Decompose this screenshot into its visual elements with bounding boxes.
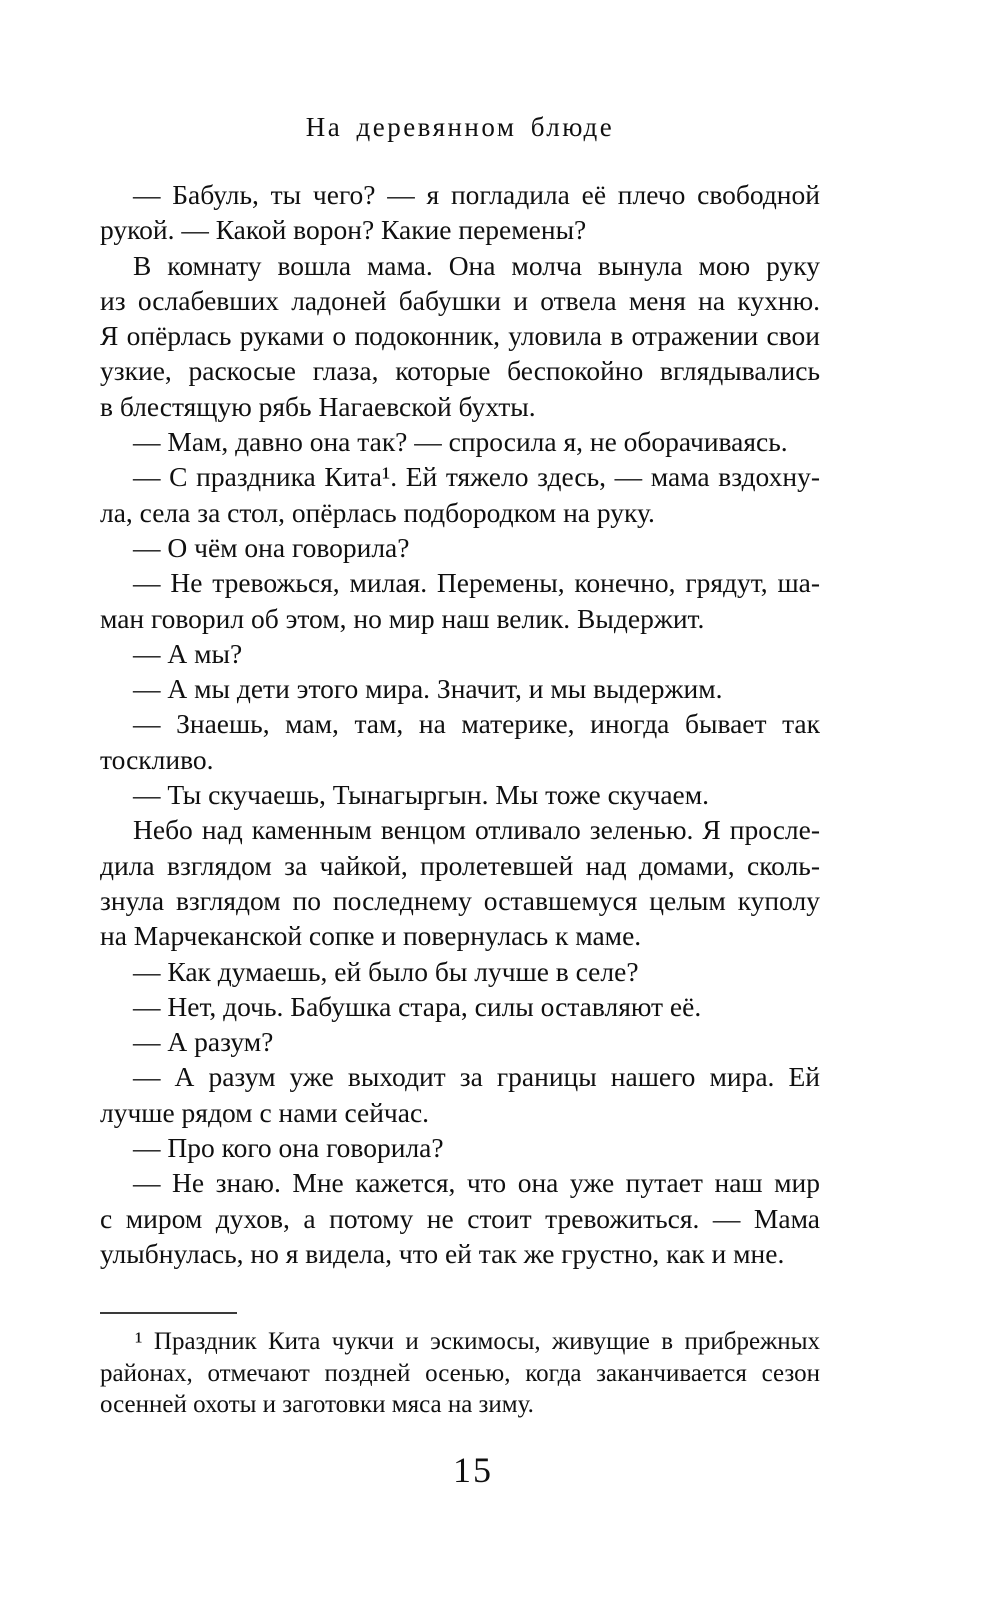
text-line: — Бабуль, ты чего? — я погладила её плечо свободной	[133, 179, 820, 210]
text-line: — Про кого она говорила?	[133, 1132, 444, 1164]
text-line: рукой. — Какой ворон? Какие перемены?	[100, 214, 587, 246]
text-line: ла, села за стол, опёрлась подбородком на руку.	[100, 496, 655, 528]
text-line: с миром духов, а потому не стоит тревожиться. — Мама	[100, 1202, 820, 1234]
text-line: узкие, раскосые глаза, которые беспокойно вглядывались	[100, 355, 820, 387]
footnote-line: ¹ Праздник Кита чукчи и эскимосы, живущие в прибрежных	[135, 1328, 820, 1355]
text-line: — Не тревожься, милая. Перемены, конечно, грядут, ша-	[133, 567, 820, 599]
text-line: улыбнулась, но я видела, что ей так же грустно, как и мне.	[100, 1237, 785, 1269]
text-line: Небо над каменным венцом отливало зеленью. Я просле-	[133, 814, 820, 846]
text-line: — Нет, дочь. Бабушка стара, силы оставляют её.	[133, 990, 702, 1022]
text-line: В комнату вошла мама. Она молча вынула мою руку	[133, 249, 820, 281]
text-line: — Как думаешь, ей было бы лучше в селе?	[133, 955, 639, 987]
text-line: — А мы дети этого мира. Значит, и мы выдержим.	[133, 673, 723, 705]
text-line: — Не знаю. Мне кажется, что она уже путает наш мир	[133, 1167, 820, 1199]
text-line: — Знаешь, мам, там, на материке, иногда бывает так	[133, 708, 820, 740]
text-line: тоскливо.	[100, 743, 214, 775]
text-line: — А разум?	[133, 1026, 274, 1058]
text-line: Я опёрлась руками о подоконник, уловила в отражении свои	[100, 320, 820, 352]
text-line: из ослабевших ладоней бабушки и отвела меня на кухню.	[100, 284, 820, 316]
text-line: дила взглядом за чайкой, пролетевшей над домами, сколь-	[100, 849, 820, 881]
footnote-divider	[100, 1312, 237, 1314]
running-title: На деревянном блюде	[305, 112, 615, 142]
text-line: ман говорил об этом, но мир наш велик. Выдержит.	[100, 602, 705, 634]
text-line: — Мам, давно она так? — спросила я, не оборачиваясь.	[133, 426, 788, 458]
text-line: лучше рядом с нами сейчас.	[100, 1096, 430, 1128]
footnote-line: районах, отмечают поздней осенью, когда заканчивается сезон	[100, 1359, 820, 1387]
text-line: на Марчеканской сопке и повернулась к маме.	[100, 920, 642, 952]
page-number: 15	[453, 1450, 493, 1490]
text-line: в блестящую рябь Нагаевской бухты.	[100, 390, 536, 422]
text-line: — О чём она говорила?	[133, 531, 410, 563]
text-line: — С праздника Кита¹. Ей тяжело здесь, — мама вздохну-	[133, 461, 820, 493]
text-line: — А разум уже выходит за границы нашего мира. Ей	[133, 1061, 820, 1093]
footnote-line: осенней охоты и заготовки мяса на зиму.	[100, 1391, 534, 1419]
text-line: знула взглядом по последнему оставшемуся целым куполу	[100, 884, 820, 916]
body-text	[100, 177, 820, 1271]
text-line: — Ты скучаешь, Тынагыргын. Мы тоже скучаем.	[133, 779, 710, 811]
footnote	[100, 1326, 820, 1421]
text-line: — А мы?	[133, 637, 243, 669]
